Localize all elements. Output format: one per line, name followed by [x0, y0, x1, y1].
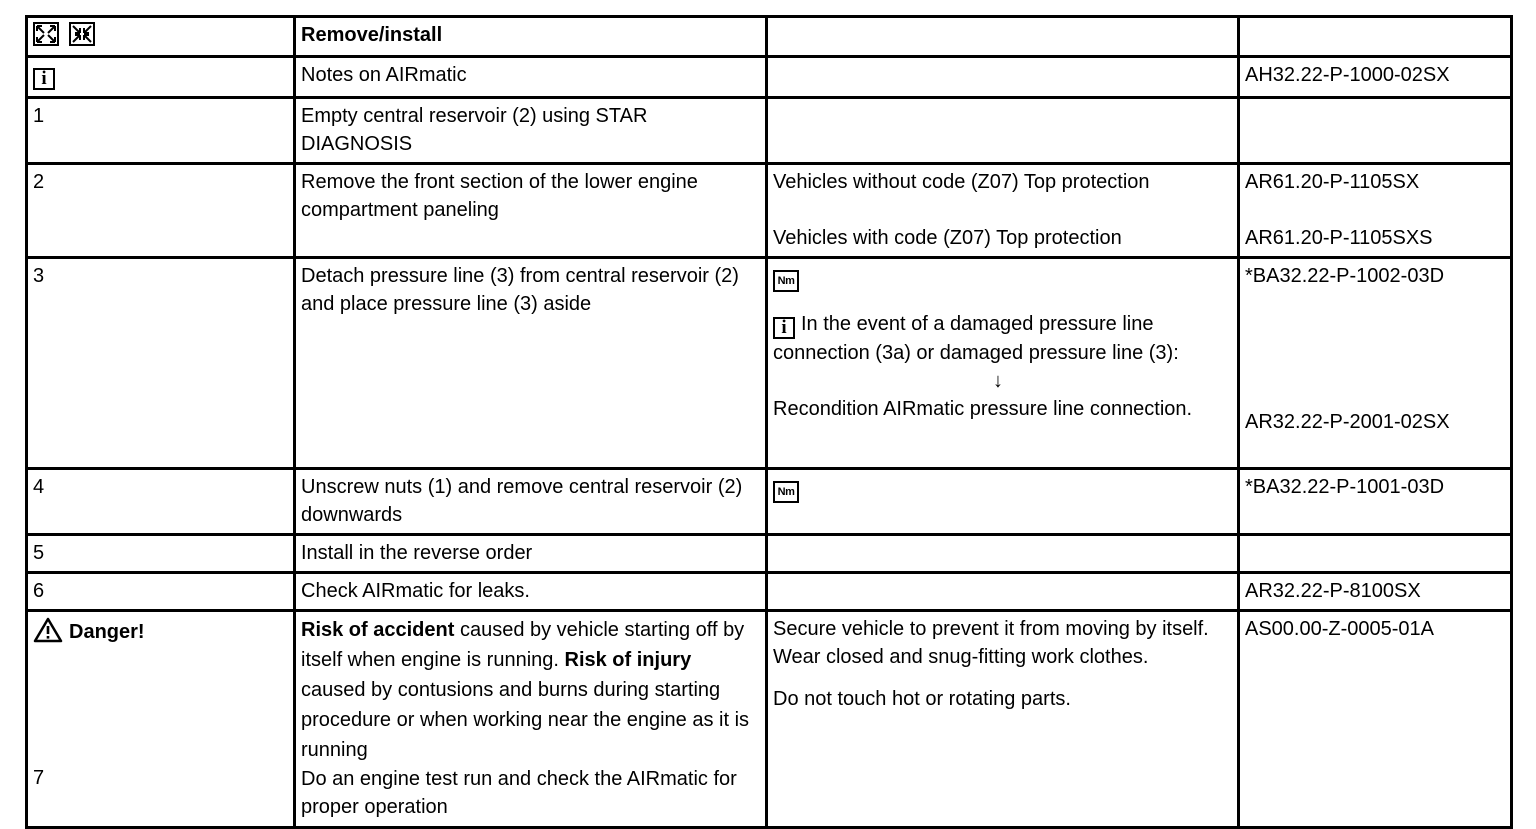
reference-link[interactable]: AR32.22-P-2001-02SX	[1245, 411, 1450, 433]
engine-test-action: Do an engine test run and check the AIRmatic for proper operation	[301, 768, 737, 818]
torque-nm-icon[interactable]: Nm	[773, 481, 799, 503]
notes-cell	[767, 573, 1239, 611]
table-row	[27, 57, 1512, 98]
table-row	[27, 98, 1512, 164]
action-cell: Notes on AIRmatic	[295, 57, 767, 98]
notes-cell	[767, 535, 1239, 573]
step-number: 2	[27, 164, 295, 258]
header-empty-ref	[1239, 17, 1512, 57]
danger-text: Risk of accident caused by vehicle starting off by itself when engine is running. Risk of injury caused by contusions and burns during starting procedure or when working near the engine as it is running	[301, 619, 750, 761]
recondition-note: Recondition AIRmatic pressure line connection.	[773, 398, 1193, 420]
procedure-table	[25, 15, 1513, 829]
action-cell: Remove the front section of the lower engine compartment paneling	[295, 164, 767, 258]
notes-cell	[767, 611, 1239, 828]
step-number: 3	[27, 258, 295, 469]
action-cell: Install in the reverse order	[295, 535, 767, 573]
warning-triangle-icon	[33, 617, 63, 643]
action-cell: Check AIRmatic for leaks.	[295, 573, 767, 611]
reference-link[interactable]: *BA32.22-P-1001-03D	[1239, 469, 1512, 535]
table-row	[27, 611, 1512, 828]
reference-link[interactable]: AR61.20-P-1105SXS	[1245, 227, 1433, 249]
action-cell: Unscrew nuts (1) and remove central reservoir (2) downwards	[295, 469, 767, 535]
torque-nm-icon[interactable]: Nm	[773, 270, 799, 292]
table-row	[27, 535, 1512, 573]
info-icon: i	[773, 317, 795, 339]
notes-cell	[767, 57, 1239, 98]
expand-icon[interactable]	[33, 22, 59, 46]
reference-cell	[1239, 98, 1512, 164]
reference-link[interactable]: AR61.20-P-1105SX	[1245, 171, 1420, 193]
notes-cell	[767, 98, 1239, 164]
reference-link[interactable]: *BA32.22-P-1002-03D	[1245, 265, 1445, 287]
danger-label: Danger!	[69, 621, 145, 643]
reference-cell	[1239, 535, 1512, 573]
notes-cell	[767, 164, 1239, 258]
risk-accident-label: Risk of accident	[301, 619, 455, 641]
info-icon: i	[33, 68, 55, 90]
work-clothes-note: Wear closed and snug-fitting work clothes.	[773, 646, 1149, 668]
reference-link[interactable]: AH32.22-P-1000-02SX	[1239, 57, 1512, 98]
reference-link[interactable]: AR32.22-P-8100SX	[1239, 573, 1512, 611]
header-title: Remove/install	[295, 17, 767, 57]
step-cell	[27, 57, 295, 98]
step-number: 6	[27, 573, 295, 611]
hot-parts-note: Do not touch hot or rotating parts.	[773, 688, 1071, 710]
header-icons-cell	[27, 17, 295, 57]
note-with-code: Vehicles with code (Z07) Top protection	[773, 227, 1122, 249]
secure-vehicle-note: Secure vehicle to prevent it from moving by itself.	[773, 618, 1209, 640]
risk-injury-label: Risk of injury	[564, 649, 692, 671]
step-cell	[27, 611, 295, 828]
down-arrow-icon: ↓	[993, 370, 1003, 392]
collapse-icon[interactable]	[69, 22, 95, 46]
table-row	[27, 164, 1512, 258]
reference-cell	[1239, 164, 1512, 258]
table-row	[27, 469, 1512, 535]
header-empty-notes	[767, 17, 1239, 57]
step-number: 4	[27, 469, 295, 535]
header-row	[27, 17, 1512, 57]
notes-cell	[767, 469, 1239, 535]
table-row	[27, 573, 1512, 611]
action-cell: Detach pressure line (3) from central reservoir (2) and place pressure line (3) aside	[295, 258, 767, 469]
action-cell	[295, 611, 767, 828]
action-cell: Empty central reservoir (2) using STAR DIAGNOSIS	[295, 98, 767, 164]
step-number: 5	[27, 535, 295, 573]
note-without-code: Vehicles without code (Z07) Top protection	[773, 171, 1150, 193]
notes-cell	[767, 258, 1239, 469]
reference-cell	[1239, 258, 1512, 469]
reference-link[interactable]: AS00.00-Z-0005-01A	[1239, 611, 1512, 828]
step-number: 1	[27, 98, 295, 164]
table-row	[27, 258, 1512, 469]
step-number: 7	[33, 767, 45, 789]
damage-note: In the event of a damaged pressure line connection (3a) or damaged pressure line (3):	[773, 313, 1179, 364]
